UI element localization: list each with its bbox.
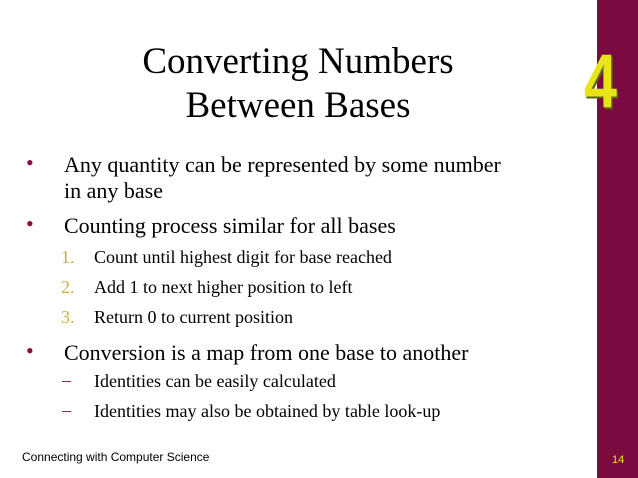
subitem-2-3: Return 0 to current position xyxy=(94,307,293,327)
bullet-marker: • xyxy=(26,211,34,236)
number-marker: 1. xyxy=(61,247,75,267)
footer-text: Connecting with Computer Science xyxy=(22,450,210,464)
number-marker: 3. xyxy=(61,307,75,327)
title-line-1: Converting Numbers xyxy=(142,41,454,82)
bullet-1-line-2: in any base xyxy=(64,178,163,203)
subitem-2-2: Add 1 to next higher position to left xyxy=(94,277,353,297)
chapter-badge: 4 xyxy=(584,39,617,124)
bullet-3-line-1: Conversion is a map from one base to another xyxy=(64,340,469,365)
number-marker: 2. xyxy=(61,277,75,297)
page-number: 14 xyxy=(612,454,625,466)
subitem-2-1: Count until highest digit for base reached xyxy=(94,247,392,267)
dash-marker: – xyxy=(62,370,71,390)
subitem-3-1: Identities can be easily calculated xyxy=(94,371,336,391)
bullet-1-line-1: Any quantity can be represented by some number xyxy=(64,152,501,177)
bullet-2-line-1: Counting process similar for all bases xyxy=(64,213,396,238)
bullet-marker: • xyxy=(26,150,34,175)
dash-marker: – xyxy=(62,400,71,420)
bullet-marker: • xyxy=(26,338,34,363)
title-line-2: Between Bases xyxy=(185,85,411,126)
subitem-3-2: Identities may also be obtained by table look-up xyxy=(94,401,441,421)
